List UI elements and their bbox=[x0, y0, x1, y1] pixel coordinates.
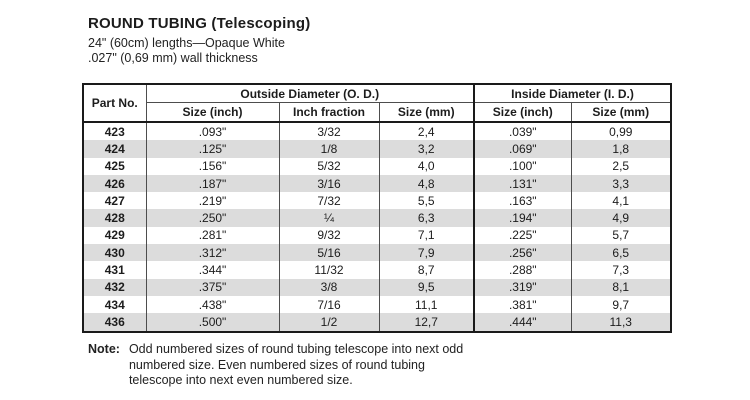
cell-od-inch: .125" bbox=[146, 140, 279, 157]
table-row bbox=[83, 244, 671, 261]
cell-id-inch: .444" bbox=[474, 313, 571, 331]
cell-od-mm: 3,2 bbox=[379, 140, 474, 157]
cell-id-inch: .381" bbox=[474, 296, 571, 313]
cell-id-mm: 6,5 bbox=[571, 244, 671, 261]
table-group-row bbox=[83, 84, 671, 103]
cell-part: 423 bbox=[104, 124, 125, 139]
header-id-size-mm: Size (mm) bbox=[571, 103, 671, 123]
cell-od-inch: .250" bbox=[146, 209, 279, 226]
cell-id-mm: 4,9 bbox=[571, 209, 671, 226]
cell-fraction: 11/32 bbox=[279, 261, 379, 278]
cell-fraction: 5/32 bbox=[279, 158, 379, 175]
table-row bbox=[83, 261, 671, 278]
cell-id-mm: 8,1 bbox=[571, 279, 671, 296]
cell-od-mm: 12,7 bbox=[379, 313, 474, 331]
cell-fraction: 5/16 bbox=[279, 244, 379, 261]
header-part-no: Part No. bbox=[83, 84, 146, 122]
cell-od-mm: 6,3 bbox=[379, 209, 474, 226]
cell-fraction: 3/32 bbox=[279, 122, 379, 140]
cell-id-mm: 9,7 bbox=[571, 296, 671, 313]
subtitle-lengths: 24" (60cm) lengths—Opaque White bbox=[88, 36, 285, 50]
cell-id-mm: 1,8 bbox=[571, 140, 671, 157]
tubing-size-table bbox=[82, 83, 672, 333]
table-row bbox=[83, 209, 671, 226]
cell-id-inch: .194" bbox=[474, 209, 571, 226]
cell-fraction: 1/2 bbox=[279, 313, 379, 331]
subtitle-wall-thickness: .027" (0,69 mm) wall thickness bbox=[88, 51, 258, 65]
cell-part: 430 bbox=[104, 245, 125, 260]
header-od-inch-fraction: Inch fraction bbox=[279, 103, 379, 123]
title-block bbox=[88, 15, 310, 66]
cell-id-inch: .131" bbox=[474, 175, 571, 192]
cell-part: 431 bbox=[104, 263, 125, 278]
cell-id-mm: 7,3 bbox=[571, 261, 671, 278]
cell-id-inch: .256" bbox=[474, 244, 571, 261]
cell-od-inch: .375" bbox=[146, 279, 279, 296]
cell-part: 426 bbox=[104, 176, 125, 191]
table-body bbox=[83, 122, 671, 332]
table-row bbox=[83, 313, 671, 331]
cell-id-inch: .288" bbox=[474, 261, 571, 278]
cell-od-inch: .219" bbox=[146, 192, 279, 209]
cell-fraction: 7/32 bbox=[279, 192, 379, 209]
header-inside-diameter: Inside Diameter (I. D.) bbox=[474, 84, 671, 103]
cell-od-inch: .281" bbox=[146, 227, 279, 244]
table-row bbox=[83, 192, 671, 209]
page-title: ROUND TUBING (Telescoping) bbox=[88, 15, 311, 32]
cell-fraction: 9/32 bbox=[279, 227, 379, 244]
note-block bbox=[88, 342, 481, 389]
cell-od-mm: 9,5 bbox=[379, 279, 474, 296]
table-row bbox=[83, 122, 671, 140]
header-id-size-inch: Size (inch) bbox=[474, 103, 571, 123]
cell-part: 429 bbox=[104, 228, 125, 243]
cell-id-mm: 3,3 bbox=[571, 175, 671, 192]
header-outside-diameter: Outside Diameter (O. D.) bbox=[146, 84, 474, 103]
header-od-size-mm: Size (mm) bbox=[379, 103, 474, 123]
cell-part: 432 bbox=[104, 280, 125, 295]
table-row bbox=[83, 279, 671, 296]
cell-id-inch: .039" bbox=[474, 122, 571, 140]
cell-id-inch: .069" bbox=[474, 140, 571, 157]
cell-od-mm: 2,4 bbox=[379, 122, 474, 140]
cell-od-mm: 4,8 bbox=[379, 175, 474, 192]
cell-od-inch: .344" bbox=[146, 261, 279, 278]
cell-id-inch: .319" bbox=[474, 279, 571, 296]
table-subheader-row bbox=[83, 103, 671, 123]
cell-od-inch: .156" bbox=[146, 158, 279, 175]
table-row bbox=[83, 158, 671, 175]
cell-part: 436 bbox=[104, 314, 125, 329]
header-od-size-inch: Size (inch) bbox=[146, 103, 279, 123]
cell-od-mm: 7,9 bbox=[379, 244, 474, 261]
table-row bbox=[83, 175, 671, 192]
cell-part: 434 bbox=[104, 297, 125, 312]
cell-od-inch: .187" bbox=[146, 175, 279, 192]
cell-od-inch: .438" bbox=[146, 296, 279, 313]
cell-od-inch: .500" bbox=[146, 313, 279, 331]
cell-od-mm: 5,5 bbox=[379, 192, 474, 209]
cell-od-mm: 7,1 bbox=[379, 227, 474, 244]
cell-od-inch: .093" bbox=[146, 122, 279, 140]
cell-id-mm: 5,7 bbox=[571, 227, 671, 244]
cell-part: 425 bbox=[104, 159, 125, 174]
cell-id-mm: 11,3 bbox=[571, 313, 671, 331]
note-label: Note: bbox=[88, 342, 120, 356]
cell-part: 427 bbox=[104, 193, 125, 208]
cell-id-mm: 4,1 bbox=[571, 192, 671, 209]
cell-id-mm: 2,5 bbox=[571, 158, 671, 175]
table-row bbox=[83, 296, 671, 313]
cell-fraction: 3/8 bbox=[279, 279, 379, 296]
table-header bbox=[83, 84, 671, 122]
cell-od-mm: 4,0 bbox=[379, 158, 474, 175]
table-row bbox=[83, 140, 671, 157]
cell-id-inch: .163" bbox=[474, 192, 571, 209]
cell-id-inch: .100" bbox=[474, 158, 571, 175]
cell-id-inch: .225" bbox=[474, 227, 571, 244]
cell-fraction: 3/16 bbox=[279, 175, 379, 192]
table-row bbox=[83, 227, 671, 244]
cell-od-mm: 11,1 bbox=[379, 296, 474, 313]
cell-fraction: 7/16 bbox=[279, 296, 379, 313]
cell-part: 424 bbox=[104, 141, 125, 156]
note-text: Odd numbered sizes of round tubing telescope into next odd numbered size. Even numbered sizes of round tubing telescope into next even numbered size. bbox=[128, 342, 464, 387]
cell-id-mm: 0,99 bbox=[571, 122, 671, 140]
cell-fraction: 1/8 bbox=[279, 140, 379, 157]
cell-part: 428 bbox=[104, 211, 125, 226]
cell-od-inch: .312" bbox=[146, 244, 279, 261]
cell-od-mm: 8,7 bbox=[379, 261, 474, 278]
cell-fraction: ¼ bbox=[279, 209, 379, 226]
